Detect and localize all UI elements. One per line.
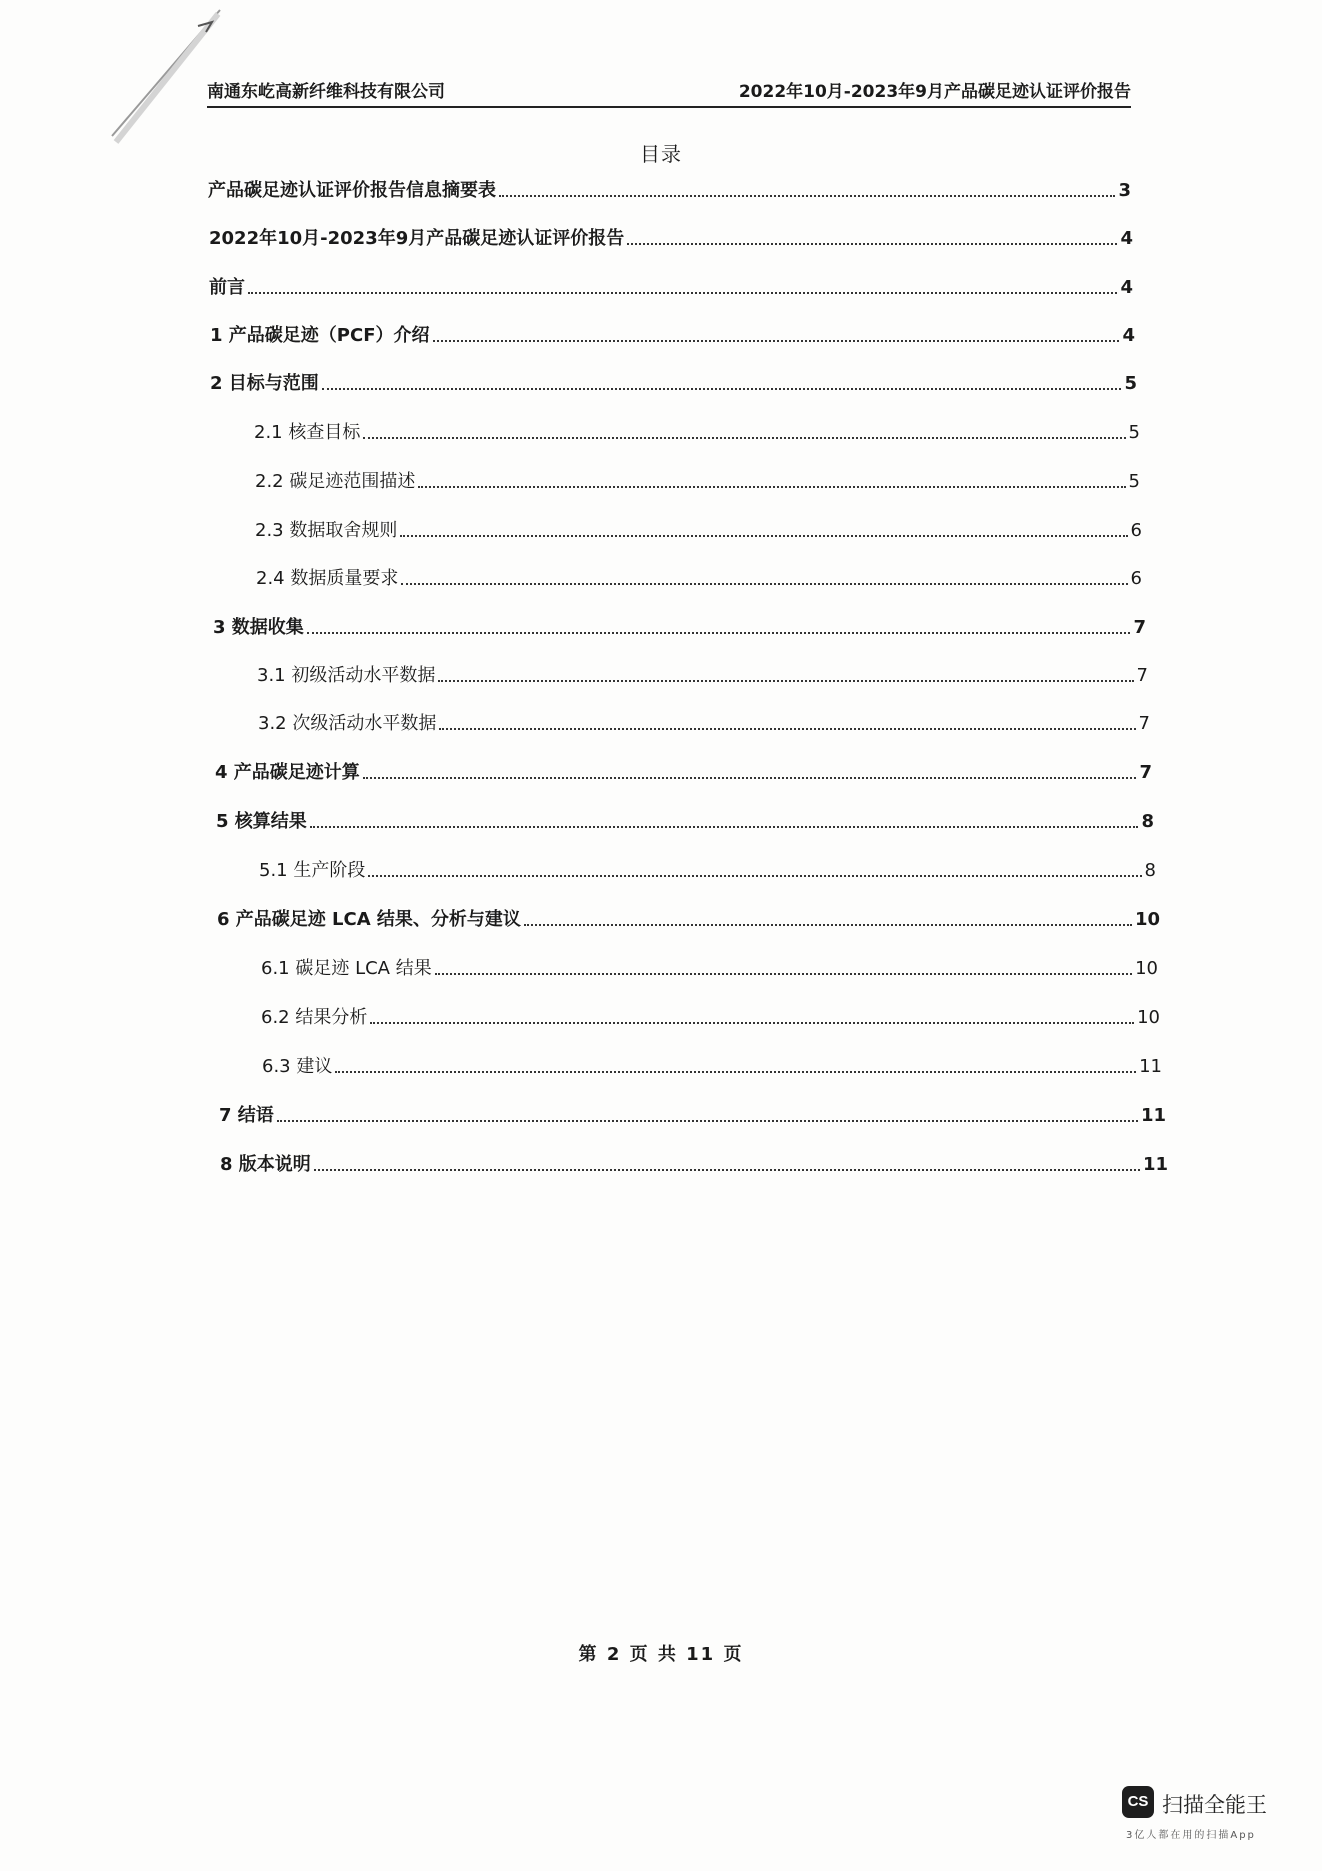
toc-entry-page: 5 [1124,373,1137,394]
toc-entry [220,1150,1168,1176]
toc-entry-page: 10 [1134,909,1160,930]
toc-entry [216,807,1154,833]
toc-entry-page: 11 [1140,1105,1166,1126]
toc-entry [209,224,1133,250]
toc-leader-dots [322,387,1122,390]
toc-entry-title: 6.3 建议 [262,1056,333,1077]
toc-leader-dots [335,1070,1136,1073]
toc-leader-dots [627,242,1117,245]
toc-entry-title: 3.2 次级活动水平数据 [258,713,437,734]
toc-entry [210,369,1137,395]
toc-entry [213,613,1146,639]
toc-entry-page: 4 [1120,228,1133,249]
toc-leader-dots [439,727,1135,730]
header-company: 南通东屹高新纤维科技有限公司 [207,82,445,102]
toc-entry-title: 2 目标与范围 [210,373,319,394]
toc-leader-dots [401,582,1127,585]
toc-entry-page: 3 [1118,180,1131,201]
header-report-title: 2022年10月-2023年9月产品碳足迹认证评价报告 [738,82,1131,102]
toc-leader-dots [400,534,1127,537]
toc-entry [210,321,1135,347]
toc-leader-dots [363,436,1125,439]
toc-entry-title: 2.1 核查目标 [254,422,361,443]
toc-entry-title: 2.2 碳足迹范围描述 [255,471,416,492]
toc-entry-title: 7 结语 [219,1105,274,1126]
toc-entry [208,176,1131,202]
watermark-tagline: 3亿人都在用的扫描App [1126,1830,1256,1841]
toc-leader-dots [370,1021,1134,1024]
toc-entry-page: 11 [1139,1056,1162,1077]
toc-entry-title: 1 产品碳足迹（PCF）介绍 [210,325,430,346]
page-header [207,78,1131,108]
toc-entry-title: 产品碳足迹认证评价报告信息摘要表 [208,180,496,201]
toc-leader-dots [499,194,1115,197]
toc-entry [259,856,1156,882]
toc-leader-dots [418,485,1125,488]
toc-entry-page: 4 [1120,277,1133,298]
toc-leader-dots [314,1168,1140,1171]
toc-entry-page: 10 [1135,958,1158,979]
toc-entry-title: 6.2 结果分析 [261,1007,368,1028]
toc-entry [261,1003,1160,1029]
toc-entry [261,954,1158,980]
toc-leader-dots [363,776,1137,779]
toc-entry-title: 6 产品碳足迹 LCA 结果、分析与建议 [217,909,521,930]
toc-title: 目录 [640,142,682,166]
toc-entry-page: 8 [1141,811,1154,832]
camscanner-logo-icon: CS [1122,1786,1154,1818]
toc-entry-page: 7 [1133,617,1146,638]
toc-leader-dots [435,972,1132,975]
toc-leader-dots [307,631,1131,634]
toc-entry [209,273,1133,299]
toc-entry-page: 11 [1142,1154,1168,1175]
watermark-app-name: 扫描全能王 [1162,1793,1267,1817]
toc-leader-dots [438,679,1133,682]
toc-entry-title: 6.1 碳足迹 LCA 结果 [261,958,432,979]
toc-entry-page: 5 [1128,471,1140,492]
toc-entry [255,467,1140,493]
toc-entry [258,709,1150,735]
toc-entry [217,905,1160,931]
toc-entry-page: 7 [1138,713,1150,734]
toc-leader-dots [310,825,1139,828]
toc-leader-dots [248,291,1117,294]
toc-entry-title: 2.3 数据取舍规则 [255,520,398,541]
toc-entry-title: 4 产品碳足迹计算 [215,762,360,783]
toc-entry [262,1052,1162,1078]
page-number-footer: 第 2 页 共 11 页 [578,1644,744,1665]
scanner-watermark [1122,1786,1302,1846]
toc-entry-title: 8 版本说明 [220,1154,311,1175]
toc-entry-title: 前言 [209,277,245,298]
toc-entry-page: 10 [1137,1007,1160,1028]
toc-entry-page: 4 [1122,325,1135,346]
toc-entry [254,418,1140,444]
toc-entry-title: 3 数据收集 [213,617,304,638]
toc-entry-title: 5 核算结果 [216,811,307,832]
toc-entry-title: 2.4 数据质量要求 [256,568,399,589]
toc-leader-dots [277,1119,1138,1122]
toc-leader-dots [368,874,1141,877]
toc-entry-page: 8 [1144,860,1156,881]
toc-entry-page: 7 [1136,665,1148,686]
toc-entry [257,661,1148,687]
toc-leader-dots [524,923,1132,926]
toc-entry-page: 6 [1130,568,1142,589]
toc-leader-dots [433,339,1120,342]
toc-entry [219,1101,1166,1127]
toc-entry [215,758,1152,784]
toc-entry-page: 6 [1130,520,1142,541]
toc-entry-title: 5.1 生产阶段 [259,860,366,881]
toc-entry [256,564,1142,590]
toc-entry-title: 2022年10月-2023年9月产品碳足迹认证评价报告 [209,228,625,249]
toc-entry-page: 7 [1139,762,1152,783]
toc-entry [255,516,1142,542]
toc-entry-page: 5 [1128,422,1140,443]
toc-entry-title: 3.1 初级活动水平数据 [257,665,436,686]
